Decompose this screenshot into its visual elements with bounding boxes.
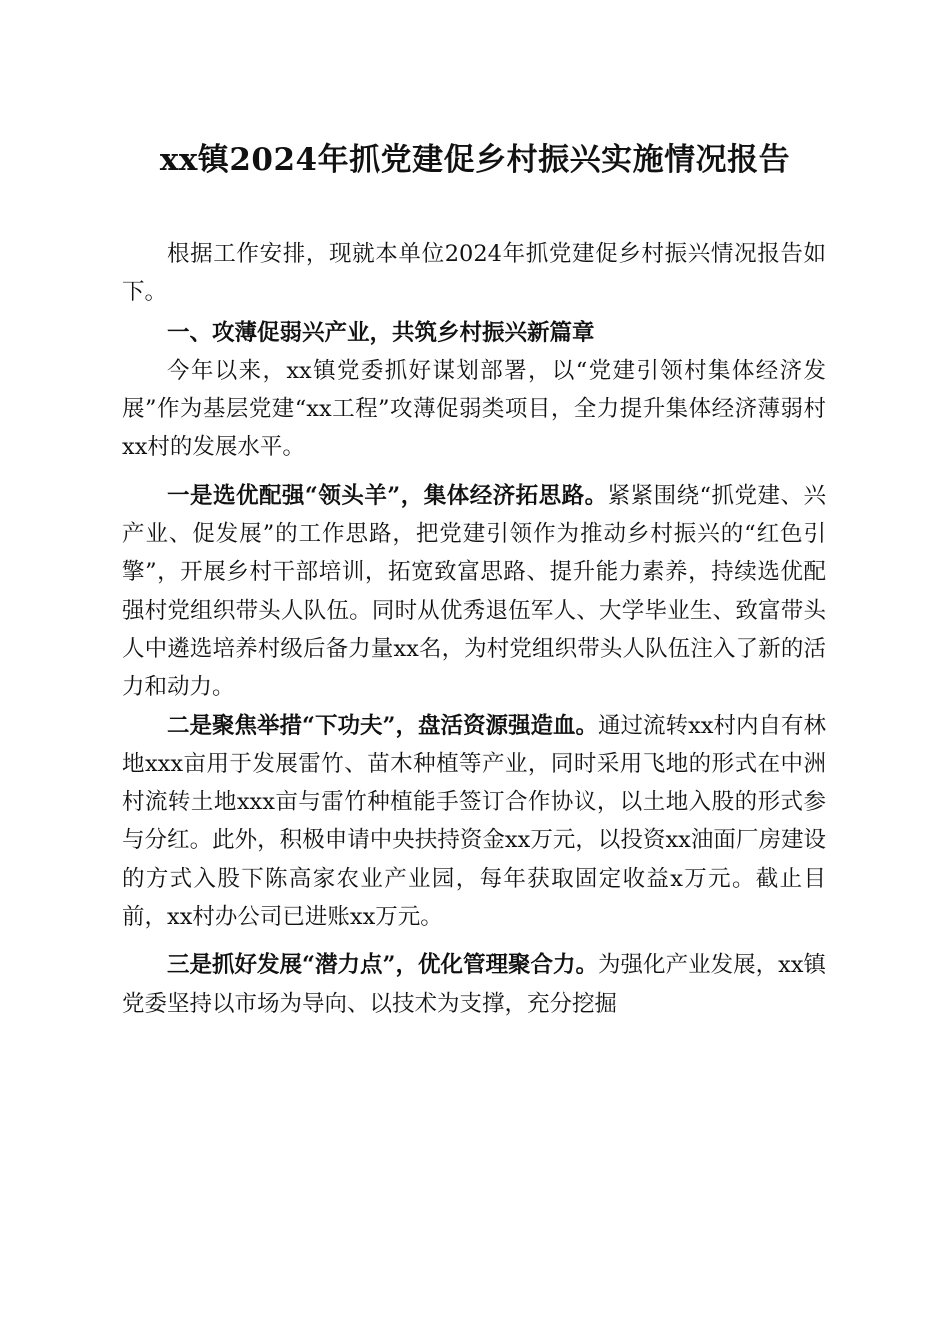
point-three-lead: 三是抓好发展“潜力点”，优化管理聚合力。 [167, 952, 599, 979]
point-two-lead: 二是聚焦举措“下功夫”，盘活资源强造血。 [167, 712, 599, 739]
point-one-text: 紧紧围绕“抓党建、兴产业、促发展”的工作思路，把党建引领作为推动乡村振兴的“红色引擎”，开展乡村干部培训，拓宽致富思路、提升能力素养，持续选优配强村党组织带头人队伍。同时从优秀退伍军人、大学毕业生、致富带头人中遴选培养村级后备力量xx名，为村党组织带头人队伍注入了新的活力和动力。 [122, 482, 826, 701]
point-one-lead: 一是选优配强“领头羊”，集体经济拓思路。 [167, 482, 608, 509]
point-three-paragraph [122, 946, 826, 1023]
section-heading: 一、攻薄促弱兴产业，共筑乡村振兴新篇章 [167, 319, 595, 346]
point-two-text: 通过流转xx村内自有林地xxx亩用于发展雷竹、苗木种植等产业，同时采用飞地的形式在中洲村流转土地xxx亩与雷竹种植能手签订合作协议，以土地入股的形式参与分红。此外，积极申请中央扶持资金xx万元，以投资xx油面厂房建设的方式入股下陈高家农业产业园，每年获取固定收益x万元。截止目前，xx村办公司已进账xx万元。 [122, 712, 826, 931]
point-one-paragraph [122, 477, 826, 707]
point-three-text: 为强化产业发展，xx镇党委坚持以市场为导向、以技术为支撑，充分挖掘 [122, 952, 826, 1017]
overview-paragraph: 今年以来，xx镇党委抓好谋划部署，以“党建引领村集体经济发展”作为基层党建“xx工程”攻薄促弱类项目，全力提升集体经济薄弱村xx村的发展水平。 [122, 357, 826, 461]
document-body [122, 235, 826, 1023]
intro-paragraph: 根据工作安排，现就本单位2024年抓党建促乡村振兴情况报告如下。 [122, 241, 826, 306]
point-two-paragraph [122, 707, 826, 937]
document-title: xx镇2024年抓党建促乡村振兴实施情况报告 [159, 142, 791, 178]
